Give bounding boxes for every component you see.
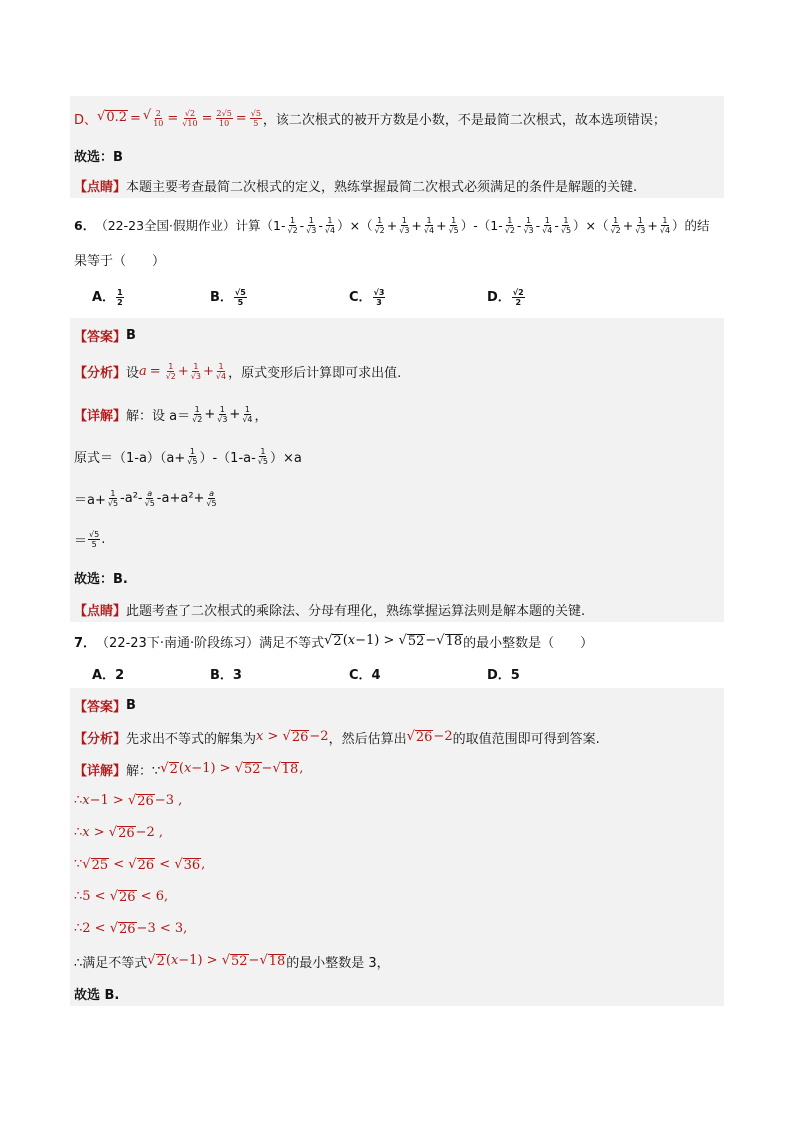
q7-analysis-mid: ，然后估算出 (328, 731, 407, 747)
q6-option-a[interactable]: A． $\frac{1}{2}$ (92, 288, 123, 307)
q7-stem-post: 的最小整数是（ ） (463, 635, 594, 651)
q6-comment-line (70, 594, 724, 624)
q5-comment-tag: 【点睛】 (74, 179, 127, 195)
q7-answer-line (70, 690, 724, 720)
q6-answer-line (70, 320, 724, 350)
q6-stem-end: ）的结 (672, 218, 710, 233)
q7-option-c[interactable]: C．4 (349, 668, 381, 683)
q7-step4: ∴5 < √ 26 < 6, (74, 888, 169, 905)
q5-comment-line (70, 170, 724, 200)
q6-analysis-pre: 设 (126, 365, 140, 381)
q6-answer-tag: 【答案】 (74, 329, 127, 345)
q7-analysis-math2: √ 26 −2 (406, 728, 453, 745)
q7-option-b[interactable]: B．3 (210, 668, 242, 683)
q7-choice-line (70, 978, 724, 1008)
q6-step1-mid: ）-（1-a- (199, 450, 256, 466)
q7-step5: ∴2 < √ 26 −3 < 3, (74, 920, 188, 937)
q6-step1-frac1: $\frac{1}{√5}$ (187, 446, 198, 466)
q7-step1: ∴x−1 > √ 26 −3 , (74, 792, 183, 809)
q6-step2-math: $\frac{1}{√5}$ -a²- $\frac{a}{√5}$ -a+a²+ $\frac{a}{√5}$ (107, 488, 217, 508)
q6-expression: $\frac{1}{√2}$ - $\frac{1}{√3}$ - $\frac{1}{√4}$ ）×（ $\frac{1}{√2}$ + $\frac{1}{√3}$ + $\frac{1}{√4}$ + $\frac{1}{√5}$ ）-（1- $\frac{1}{√2}$ - $\frac{1}{√3}$ - $\frac{1}{√4}$ - $\frac{1}{√5}$ ）×（ $\frac{1}{√2}$ + $\frac{1}{√3}$ + $\frac{1}{√4}$ (287, 215, 671, 235)
q6-stem-line2-text: 果等于（ ） (74, 253, 166, 269)
q5-choice-line (70, 140, 724, 170)
q6-detail-pre: 解：设 a＝ (126, 408, 191, 424)
q6-step3-result: $\frac{√5}{5}$ (89, 529, 100, 549)
q7-conclusion-math: √ 2 (x−1) > √ 52 − √ 18 (147, 952, 286, 969)
q5-option-d-text: ，该二次根式的被开方数是小数，不是最简二次根式，故本选项错误； (262, 112, 666, 128)
q6-step3-line: ＝ $\frac{√5}{5}$ . (74, 529, 106, 549)
q5-option-d-line (70, 102, 724, 134)
q7-analysis-math1: x > √ 26 −2 (256, 728, 329, 745)
q7-step3: ∵ √ 25 < √ 26 < √ 36 , (74, 856, 206, 873)
q6-step1-line (70, 440, 724, 472)
q6-choice-line (70, 562, 724, 592)
q7-analysis-tag: 【分析】 (74, 731, 127, 747)
q7-number: 7． (74, 635, 97, 651)
q6-option-b[interactable]: B． $\frac{√5}{5}$ (210, 288, 246, 307)
q6-analysis-line (70, 355, 724, 387)
q5-choice: 故选：B (74, 149, 123, 165)
q6-comment: 此题考查了二次根式的乘除法、分母有理化，熟练掌握运算法则是解本题的关键. (126, 603, 586, 619)
q6-step1-post: ）×a (269, 450, 302, 466)
q7-option-d[interactable]: D．5 (487, 668, 520, 683)
q6-answer: B (126, 327, 136, 343)
q7-analysis-pre: 先求出不等式的解集为 (126, 731, 257, 747)
q6-step3: ＝ (74, 533, 88, 549)
q6-analysis-post: ，原式变形后计算即可求出值. (228, 365, 402, 381)
q6-step2-line (70, 482, 724, 514)
q7-stem-line (70, 626, 724, 656)
q7-detail-pre: 解：∵ (126, 763, 161, 779)
q6-choice: 故选：B. (74, 571, 128, 587)
q6-analysis-tag: 【分析】 (74, 365, 127, 381)
q6-step1-frac2: $\frac{1}{√5}$ (257, 446, 268, 466)
q7-conclusion-pre: ∴满足不等式 (74, 955, 148, 971)
q7-choice: 故选 B. (74, 987, 120, 1003)
q7-answer: B (126, 697, 136, 713)
q6-stem-line2 (70, 244, 724, 274)
q6-step2: ＝a+ (74, 492, 106, 508)
q6-analysis-math: a = $\frac{1}{√2}$ + $\frac{1}{√3}$ + $\frac{1}{√4}$ (139, 361, 227, 381)
q7-detail-line (70, 754, 724, 784)
q7-detail-math: √ 2 (x−1) > √ 52 − √ 18 , (160, 760, 304, 777)
q6-stem-start: 计算（1- (235, 218, 286, 233)
q7-detail-tag: 【详解】 (74, 763, 127, 779)
q7-analysis-post: 的取值范围即可得到答案. (452, 731, 600, 747)
q6-comment-tag: 【点睛】 (74, 603, 127, 619)
q6-option-c[interactable]: C． $\frac{√3}{3}$ (349, 288, 385, 307)
q5-comment: 本题主要考查最简二次根式的定义，熟练掌握最简二次根式必须满足的条件是解题的关键. (126, 179, 638, 195)
q6-number: 6． (74, 218, 96, 233)
q7-step2: ∴x > √ 26 −2 , (74, 824, 164, 841)
q7-conclusion-line (70, 946, 724, 976)
q5-option-d-prefix: D、 (74, 112, 98, 128)
q6-detail-tag: 【详解】 (74, 408, 127, 424)
q6-option-d[interactable]: D． $\frac{√2}{2}$ (487, 288, 524, 307)
q7-option-a[interactable]: A．2 (92, 668, 125, 683)
q7-stem-pre: 满足不等式 (259, 635, 325, 651)
q7-conclusion-post: 的最小整数是 3， (286, 955, 390, 971)
q5-option-d-math: √ 0.2 = √ $\frac{2}{10}$ = $\frac{√2}{√10}$ = $\frac{2√5}{10}$ = $\frac{√5}{5}$ (97, 107, 261, 128)
q6-step1-pre: 原式＝（1-a）（a+ (74, 450, 186, 466)
q7-source: （22-23下·南通·阶段练习） (96, 635, 260, 651)
q6-detail-math: $\frac{1}{√2}$ + $\frac{1}{√3}$ + $\frac{1}{√4}$ ， (192, 404, 268, 424)
q6-detail-line (70, 398, 724, 430)
q7-inequality: √ 2 (x−1) > √ 52 − √ 18 (324, 632, 463, 649)
q6-source: （22-23全国·假期作业） (95, 218, 236, 233)
q7-answer-tag: 【答案】 (74, 699, 127, 715)
q6-stem-line1 (70, 208, 724, 242)
q7-analysis-line (70, 722, 724, 752)
